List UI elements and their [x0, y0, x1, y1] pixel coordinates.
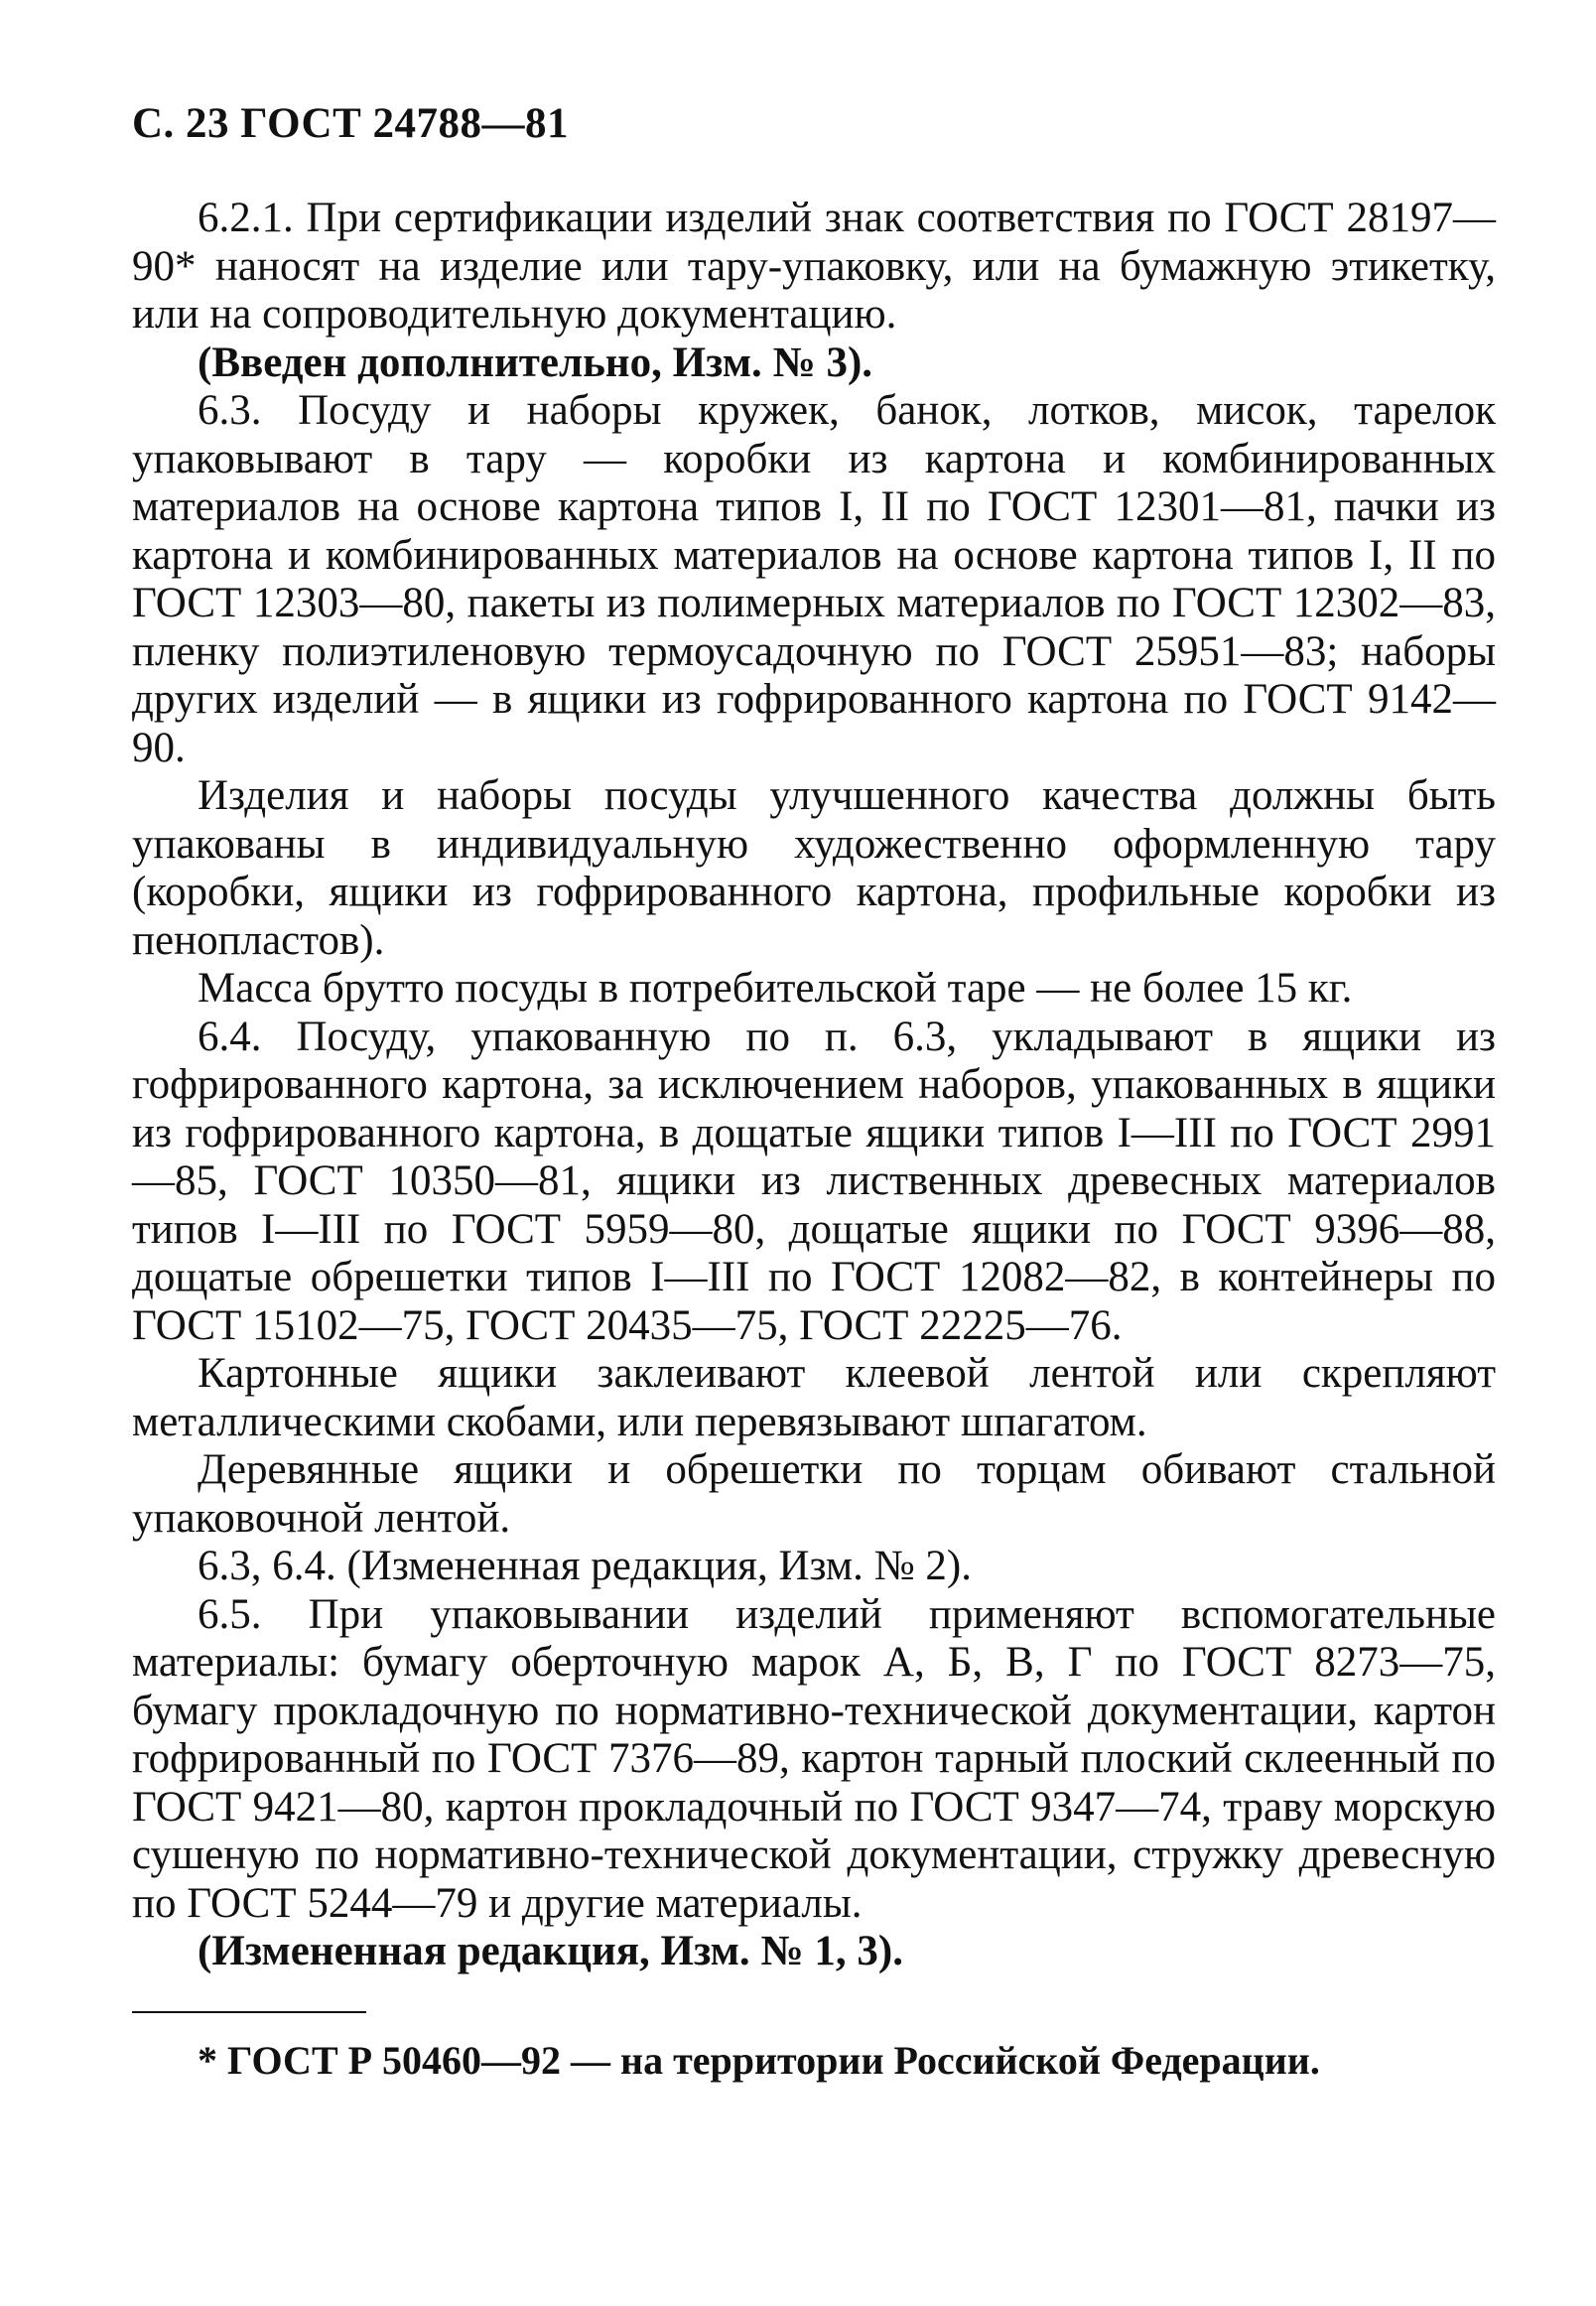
paragraph-6-2-1: 6.2.1. При сертификации изделий знак соответствия по ГОСТ 28197—90* наносят на изделие или тару-упаковку, или на бумажную этикетку, или на сопроводительную документацию.	[132, 195, 1496, 338]
running-header: С. 23 ГОСТ 24788—81	[132, 100, 570, 147]
paragraph-6-4: 6.4. Посуду, упакованную по п. 6.3, укладывают в ящики из гофрированного картона, за исключением наборов, упакованных в ящики из гофрированного картона, в дощатые ящики типов I—III по ГОСТ 2991—85, ГОСТ 10350—81, ящики из лиственных древесных материалов типов I—III по ГОСТ 5959—80, дощатые ящики по ГОСТ 9396—88, дощатые обрешетки типов I—III по ГОСТ 12082—82, в контейнеры по ГОСТ 15102—75, ГОСТ 20435—75, ГОСТ 22225—76.	[132, 1013, 1496, 1349]
body-text	[132, 195, 1496, 1976]
footnote: * ГОСТ Р 50460—92 — на территории Российской Федерации.	[198, 2038, 1320, 2083]
paragraph-6-5: 6.5. При упаковывании изделий применяют вспомогательные материалы: бумагу оберточную марок А, Б, В, Г по ГОСТ 8273—75, бумагу прокладочную по нормативно-технической документации, картон гофрированный по ГОСТ 7376—89, картон тарный плоский склеенный по ГОСТ 9421—80, картон прокладочный по ГОСТ 9347—74, траву морскую сушеную по нормативно-технической документации, стружку древесную по ГОСТ 5244—79 и другие материалы.	[132, 1590, 1496, 1927]
amendment-note-3: (Введен дополнительно, Изм. № 3).	[198, 339, 873, 386]
paragraph-cardboard-boxes: Картонные ящики заклеивают клеевой лентой или скрепляют металлическими скобами, или перевязывают шпагатом.	[132, 1350, 1496, 1445]
paragraph-wooden-boxes: Деревянные ящики и обрешетки по торцам обивают стальной упаковочной лентой.	[132, 1446, 1496, 1542]
amendment-note-2: 6.3, 6.4. (Измененная редакция, Изм. № 2).	[198, 1543, 972, 1589]
paragraph-gross-mass: Масса брутто посуды в потребительской таре — не более 15 кг.	[198, 965, 1353, 1012]
footnote-divider	[132, 2011, 366, 2013]
amendment-note-1-3: (Измененная редакция, Изм. № 1, 3).	[198, 1928, 903, 1974]
paragraph-6-3: 6.3. Посуду и наборы кружек, банок, лотков, мисок, тарелок упаковывают в тару — коробки из картона и комбинированных материалов на основе картона типов I, II по ГОСТ 12301—81, пачки из картона и комбинированных материалов на основе картона типов I, II по ГОСТ 12303—80, пакеты из полимерных материалов по ГОСТ 12302—83, пленку полиэтиленовую термоусадочную по ГОСТ 25951—83; наборы других изделий — в ящики из гофрированного картона по ГОСТ 9142—90.	[132, 387, 1496, 771]
paragraph-quality-packaging: Изделия и наборы посуды улучшенного качества должны быть упакованы в индивидуальную художественно оформленную тару (коробки, ящики из гофрированного картона, профильные коробки из пенопластов).	[132, 772, 1496, 964]
